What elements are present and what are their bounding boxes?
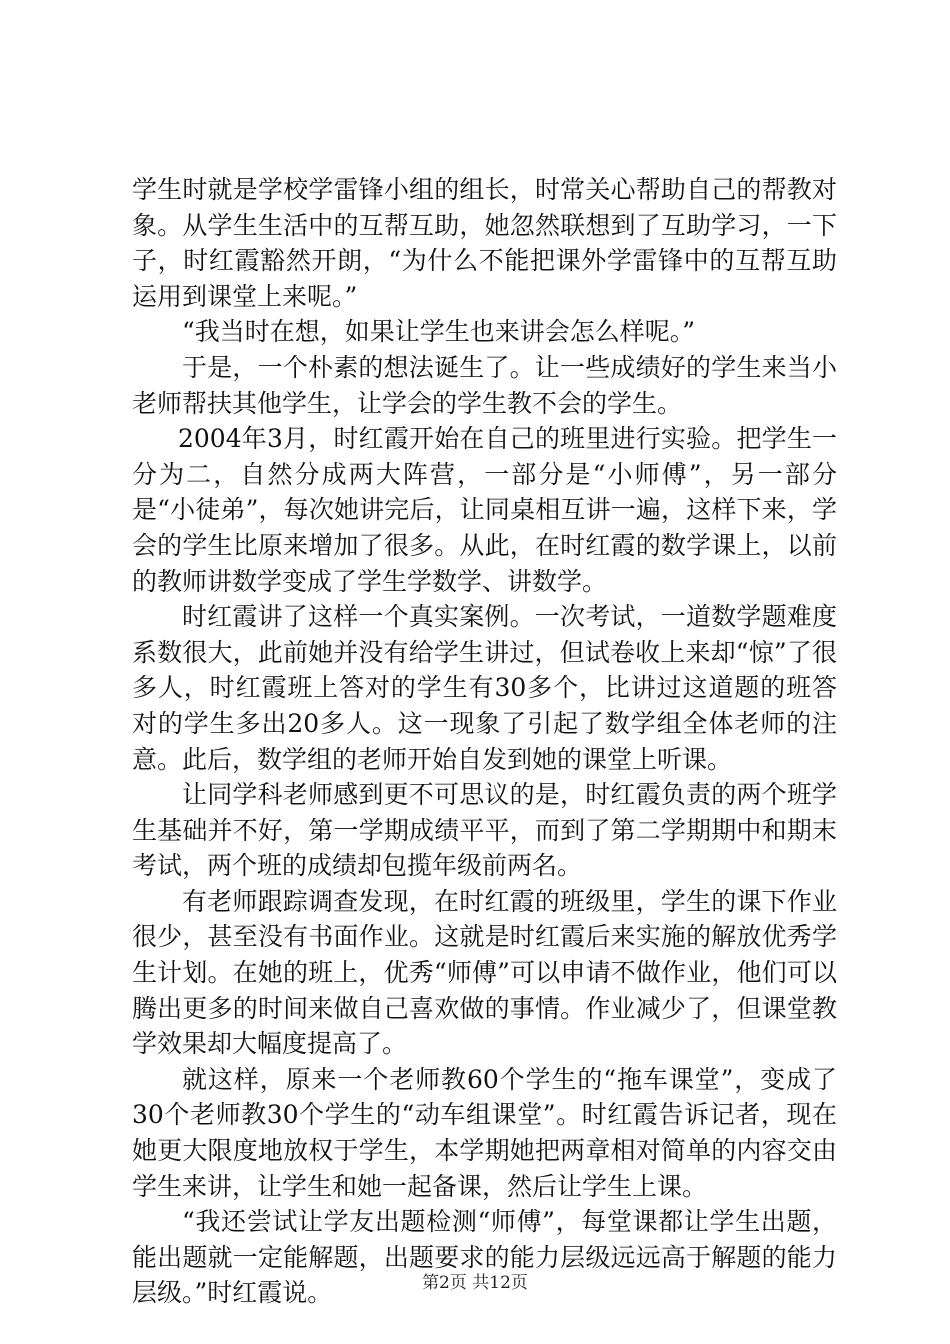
paragraph-6: 让同学科老师感到更不可思议的是，时红霞负责的两个班学生基础并不好，第一学期成绩平平，而到了第二学期期中和期末考试，两个班的成绩却包揽年级前两名。 <box>132 780 837 881</box>
paragraph-2: “我当时在想，如果让学生也来讲会怎么样呢。” <box>182 317 696 347</box>
body-text <box>132 172 837 1311</box>
paragraph-1: 学生时就是学校学雷锋小组的组长，时常关心帮助自己的帮教对象。从学生生活中的互帮互助，她忽然联想到了互助学习，一下子，时红霞豁然开朗，“为什么不能把课外学雷锋中的互帮互助运用到课堂上来呢。” <box>132 175 837 311</box>
paragraph-9: “我还尝试让学友出题检测“师傅”，每堂课都让学生出题，能出题就一定能解题，出题要求的能力层级远远高于解题的能力层级。”时红霞说。 <box>132 1207 837 1308</box>
paragraph-5: 时红霞讲了这样一个真实案例。一次考试，一道数学题难度系数很大，此前她并没有给学生讲过，但试卷收上来却“惊”了很多人，时红霞班上答对的学生有30多个，比讲过这道题的班答对的学生多出20多人。这一现象了引起了数学组全体老师的注意。此后，数学组的老师开始自发到她的课堂上听课。 <box>132 602 837 774</box>
page-footer: 第2页 共12页 <box>422 1273 528 1293</box>
paragraph-4: 2004年3月，时红霞开始在自己的班里进行实验。把学生一分为二，自然分成两大阵营，一部分是“小师傅”，另一部分是“小徒弟”，每次她讲完后，让同桌相互讲一遍，这样下来，学会的学生比原来增加了很多。从此，在时红霞的数学课上，以前的教师讲数学变成了学生学数学、讲数学。 <box>132 424 837 596</box>
paragraph-7: 有老师跟踪调查发现，在时红霞的班级里，学生的课下作业很少，甚至没有书面作业。这就是时红霞后来实施的解放优秀学生计划。在她的班上，优秀“师傅”可以申请不做作业，他们可以腾出更多的时间来做自己喜欢做的事情。作业减少了，但课堂教学效果却大幅度提高了。 <box>132 886 837 1059</box>
paragraph-3: 于是，一个朴素的想法诞生了。让一些成绩好的学生来当小老师帮扶其他学生，让学会的学生教不会的学生。 <box>132 352 837 418</box>
paragraph-8: 就这样，原来一个老师教60个学生的“拖车课堂”，变成了30个老师教30个学生的“动车组课堂”。时红霞告诉记者，现在她更大限度地放权于学生，本学期她把两章相对简单的内容交由学生来讲，让学生和她一起备课，然后让学生上课。 <box>132 1064 837 1201</box>
